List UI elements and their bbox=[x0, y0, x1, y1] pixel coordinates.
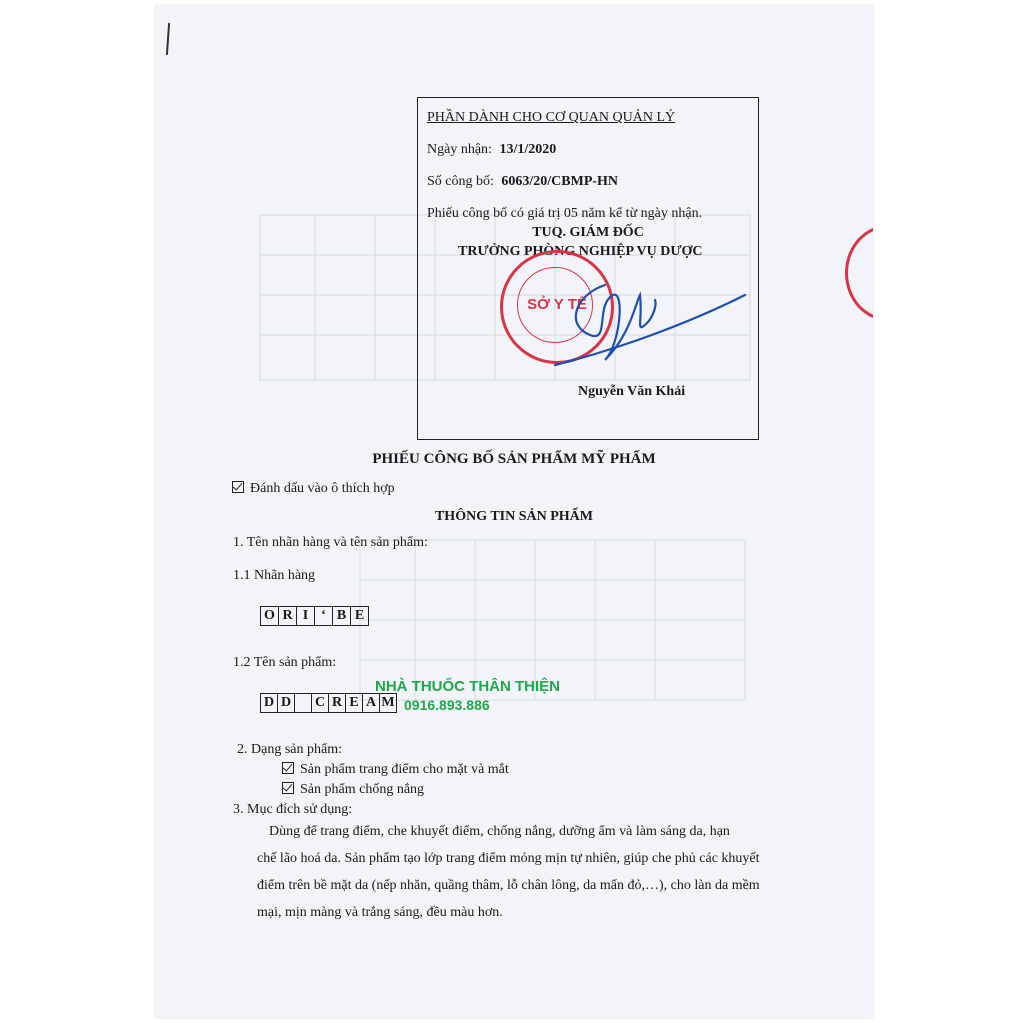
type-option-2 bbox=[282, 782, 424, 798]
stamp-text: SỞ Y TẾ bbox=[527, 296, 587, 313]
instruction-row bbox=[232, 481, 395, 497]
pen-mark bbox=[166, 23, 170, 55]
brand-cell: ‘ bbox=[314, 606, 332, 626]
received-date-label: Ngày nhận: bbox=[427, 142, 492, 157]
purpose-line-3: điểm trên bề mặt da (nếp nhăn, quầng thâm, lỗ chân lông, da mẩn đỏ,…), cho làn da mềm bbox=[257, 878, 760, 893]
product-cell: E bbox=[345, 693, 362, 713]
brand-grid bbox=[260, 606, 369, 626]
watermark-line-2: 0916.893.886 bbox=[404, 697, 490, 713]
purpose-line-1: Dùng để trang điểm, che khuyết điểm, chống nắng, dưỡng ẩm và làm sáng da, hạn bbox=[269, 824, 730, 839]
document-page bbox=[155, 5, 873, 1018]
validity-note: Phiếu công bố có giá trị 05 năm kể từ ngày nhận. bbox=[427, 206, 703, 221]
signer-title-1: TUQ. GIÁM ĐỐC bbox=[532, 225, 644, 240]
product-cell bbox=[294, 693, 311, 713]
item-1-2: 1.2 Tên sản phẩm: bbox=[233, 655, 337, 670]
product-cell: D bbox=[277, 693, 294, 713]
type-option-1-label: Sản phẩm trang điểm cho mặt và mắt bbox=[300, 762, 509, 777]
form-title: PHIẾU CÔNG BỐ SẢN PHẨM MỸ PHẨM bbox=[372, 451, 656, 467]
partial-stamp-edge bbox=[845, 225, 873, 321]
received-date-row bbox=[427, 142, 556, 158]
product-cell: R bbox=[328, 693, 345, 713]
product-cell: C bbox=[311, 693, 328, 713]
item-1: 1. Tên nhãn hàng và tên sản phẩm: bbox=[233, 535, 428, 550]
brand-cell: R bbox=[278, 606, 296, 626]
signer-name: Nguyễn Văn Khải bbox=[578, 384, 686, 399]
product-grid bbox=[260, 693, 397, 713]
signature bbox=[535, 265, 755, 375]
checkbox-checked-icon bbox=[232, 481, 244, 493]
item-1-1: 1.1 Nhãn hàng bbox=[233, 568, 316, 583]
watermark-line-1: NHÀ THUỐC THÂN THIỆN bbox=[375, 678, 560, 695]
item-2: 2. Dạng sản phẩm: bbox=[237, 742, 342, 757]
type-option-2-label: Sản phẩm chống nắng bbox=[300, 782, 425, 797]
received-date-value: 13/1/2020 bbox=[499, 142, 557, 157]
type-option-1 bbox=[282, 762, 509, 778]
purpose-line-2: chế lão hoá da. Sản phẩm tạo lớp trang điểm mỏng mịn tự nhiên, giúp che phủ các khuyết bbox=[257, 851, 760, 866]
product-cell: M bbox=[379, 693, 397, 713]
brand-cell: E bbox=[350, 606, 369, 626]
registration-number-label: Số công bố: bbox=[427, 174, 494, 189]
section-title: THÔNG TIN SẢN PHẨM bbox=[434, 509, 594, 524]
product-cell: D bbox=[260, 693, 277, 713]
product-cell: A bbox=[362, 693, 379, 713]
signer-title-2: TRƯỞNG PHÒNG NGHIỆP VỤ DƯỢC bbox=[458, 244, 703, 259]
registration-number-value: 6063/20/CBMP-HN bbox=[501, 174, 619, 189]
registration-number-row bbox=[427, 174, 618, 190]
management-heading: PHẦN DÀNH CHO CƠ QUAN QUẢN LÝ bbox=[427, 110, 676, 125]
brand-cell: O bbox=[260, 606, 278, 626]
instruction-text: Đánh dấu vào ô thích hợp bbox=[250, 481, 395, 496]
checkbox-checked-icon bbox=[282, 782, 294, 794]
checkbox-checked-icon bbox=[282, 762, 294, 774]
purpose-line-4: mại, mịn màng và trắng sáng, đều màu hơn. bbox=[257, 905, 503, 920]
brand-cell: B bbox=[332, 606, 350, 626]
brand-cell: I bbox=[296, 606, 314, 626]
item-3: 3. Mục đích sử dụng: bbox=[233, 802, 353, 817]
